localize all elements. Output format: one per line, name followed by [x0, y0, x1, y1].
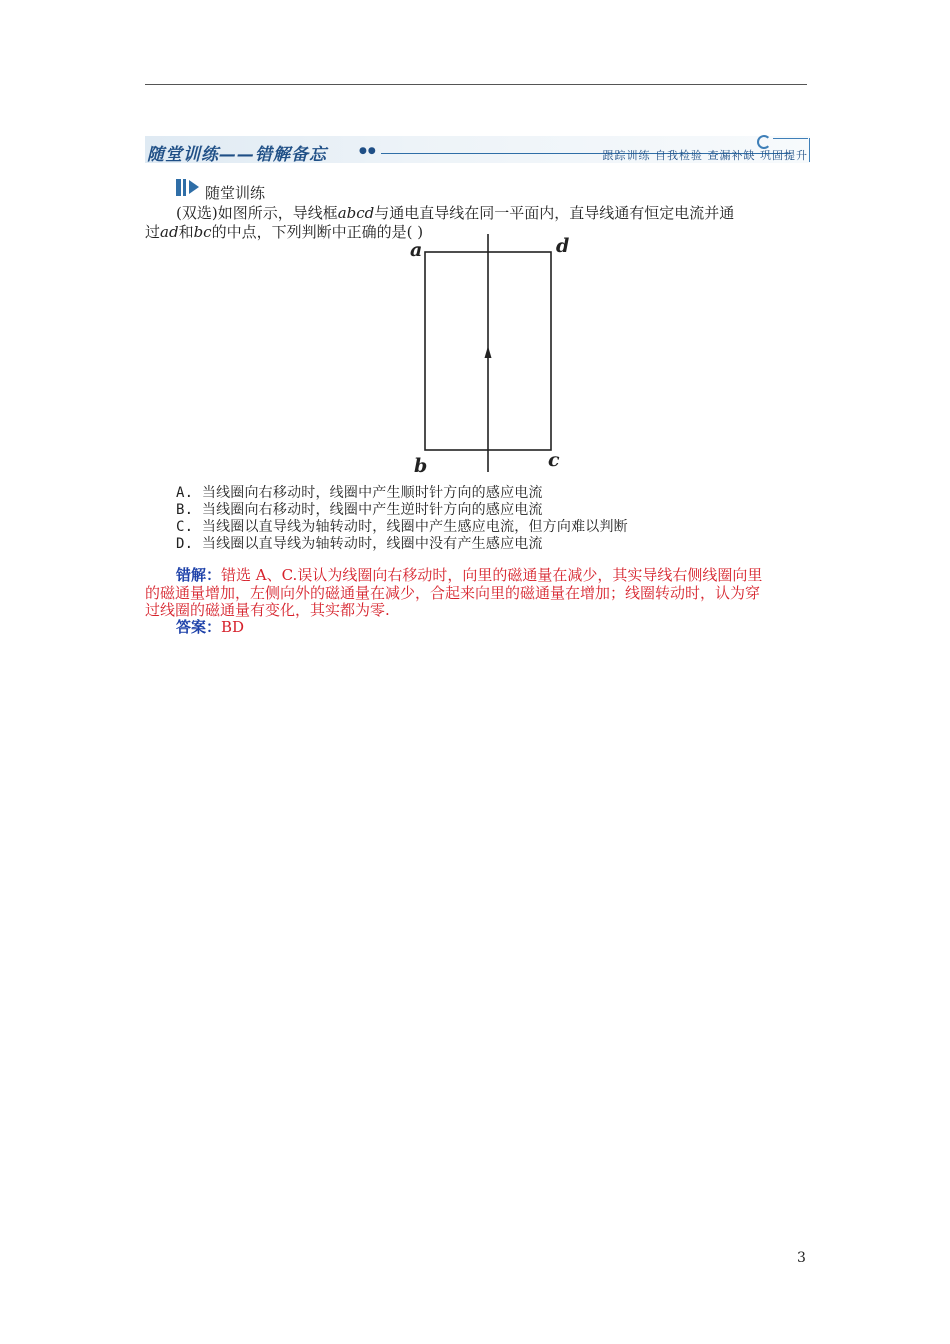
error-text: 错选 A、C.误认为线圈向右移动时，向里的磁通量在减少，其实导线右侧线圈向里: [221, 566, 763, 584]
section-title: 随堂训练: [205, 184, 266, 202]
answer: [176, 616, 244, 637]
question-var-ad: ad: [160, 223, 179, 241]
banner-title: 随堂训练——错解备忘: [147, 145, 327, 165]
question-var-bc: bc: [193, 223, 212, 241]
option-b: B. 当线圈向右移动时，线圈中产生逆时针方向的感应电流: [176, 502, 543, 518]
option-d: D. 当线圈以直导线为轴转动时，线圈中没有产生感应电流: [176, 536, 543, 552]
banner-slogan: 跟踪训练 自我检验 查漏补缺 巩固提升: [602, 149, 808, 162]
answer-value: BD: [221, 618, 245, 636]
question-var-abcd: abcd: [337, 204, 375, 222]
error-analysis-line-3: 过线圈的磁通量有变化，其实都为零.: [145, 601, 390, 619]
page-number: 3: [797, 1250, 806, 1266]
header-rule: [145, 84, 807, 85]
question-text: 的中点，下列判断中正确的是( ): [211, 223, 424, 241]
question-line-1: [176, 202, 734, 223]
option-a: A. 当线圈向右移动时，线圈中产生顺时针方向的感应电流: [176, 485, 543, 501]
banner-top-line: [773, 138, 808, 139]
option-c: C. 当线圈以直导线为轴转动时，线圈中产生感应电流，但方向难以判断: [176, 519, 628, 535]
label-a: a: [410, 239, 423, 261]
wire-loop-figure: [404, 228, 584, 478]
banner-dots: ●●: [359, 146, 377, 156]
question-text: (双选)如图所示，导线框: [176, 204, 338, 222]
error-label: 错解：: [176, 566, 222, 584]
section-banner: [145, 136, 810, 163]
label-d: d: [556, 235, 570, 257]
question-line-2: [145, 221, 423, 242]
banner-edge-line: [809, 138, 810, 162]
question-text: 与通电直导线在同一平面内，直导线通有恒定电流并通: [374, 204, 735, 222]
current-arrow-icon: [485, 346, 492, 358]
question-text: 和: [178, 223, 194, 241]
question-text: 过: [145, 223, 161, 241]
label-c: c: [548, 449, 560, 471]
error-analysis-line-2: 的磁通量增加，左侧向外的磁通量在减少，合起来向里的磁通量在增加；线圈转动时，认为穿: [145, 584, 761, 602]
label-b: b: [414, 455, 428, 477]
play-bars-icon: [176, 179, 202, 196]
answer-label: 答案：: [176, 618, 222, 636]
